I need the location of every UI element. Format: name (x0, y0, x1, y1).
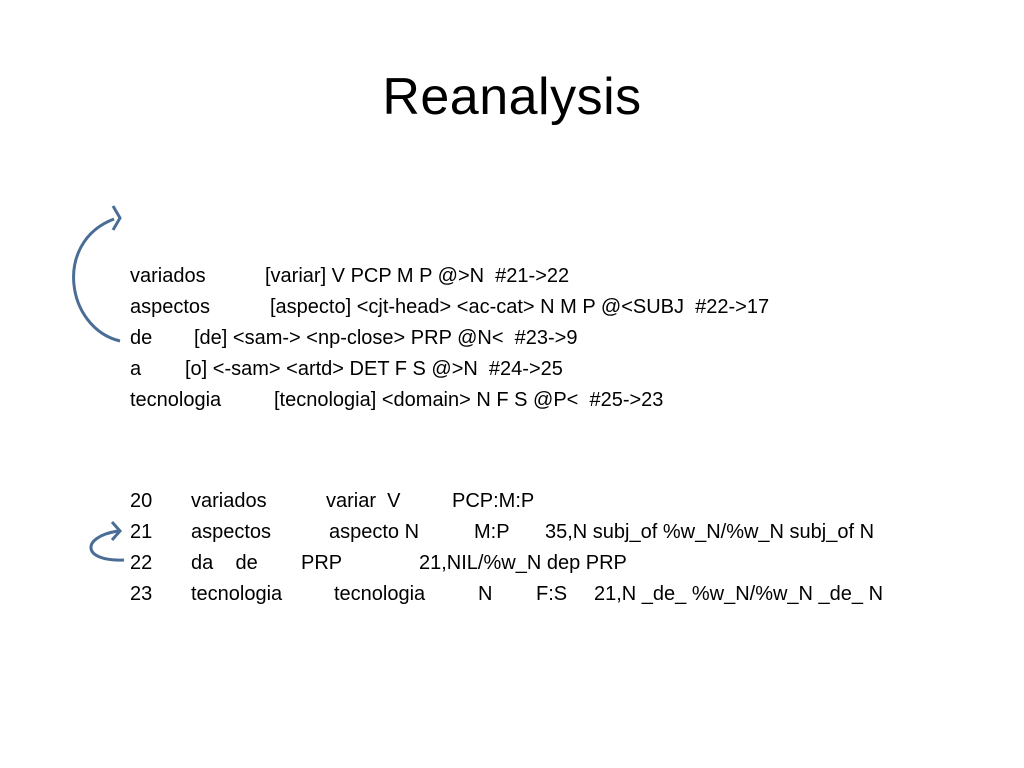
dependency-form: aspectos (191, 521, 272, 543)
parser-word: tecnologia (130, 389, 222, 411)
dependency-form: variados (191, 490, 267, 512)
slide-title: Reanalysis (382, 68, 642, 126)
parser-analysis: [de] <sam-> <np-close> PRP @N< #23->9 (194, 327, 578, 349)
parser-word: de (130, 327, 153, 349)
dependency-lemma: PRP (301, 552, 343, 574)
parser-analysis: [variar] V PCP M P @>N #21->22 (265, 265, 570, 287)
dependency-id: 21 (130, 521, 153, 543)
dependency-pos: N (478, 583, 493, 605)
curved-arrow-icon (82, 518, 132, 568)
dependency-features: M:P (474, 521, 510, 543)
dependency-lemma: aspecto N (329, 521, 420, 543)
dependency-relation: 21,N _de_ %w_N/%w_N _de_ N (594, 583, 884, 605)
parser-analysis: [tecnologia] <domain> N F S @P< #25->23 (274, 389, 664, 411)
dependency-id: 20 (130, 490, 153, 512)
parser-word: variados (130, 265, 206, 287)
dependency-form: tecnologia (191, 583, 283, 605)
curved-arrow-icon (58, 200, 128, 350)
dependency-form: da de (191, 552, 258, 574)
dependency-lemma: variar V (326, 490, 401, 512)
parser-analysis: [aspecto] <cjt-head> <ac-cat> N M P @<SUBJ #22->17 (270, 296, 770, 318)
parser-analysis: [o] <-sam> <artd> DET F S @>N #24->25 (185, 358, 563, 380)
parser-word: aspectos (130, 296, 211, 318)
dependency-lemma: tecnologia (334, 583, 426, 605)
parser-word: a (130, 358, 142, 380)
dependency-relation: 35,N subj_of %w_N/%w_N subj_of N (545, 521, 875, 543)
dependency-id: 22 (130, 552, 153, 574)
dependency-features: F:S (536, 583, 568, 605)
dependency-relation: 21,NIL/%w_N dep PRP (419, 552, 627, 574)
dependency-features: PCP:M:P (452, 490, 535, 512)
dependency-id: 23 (130, 583, 153, 605)
